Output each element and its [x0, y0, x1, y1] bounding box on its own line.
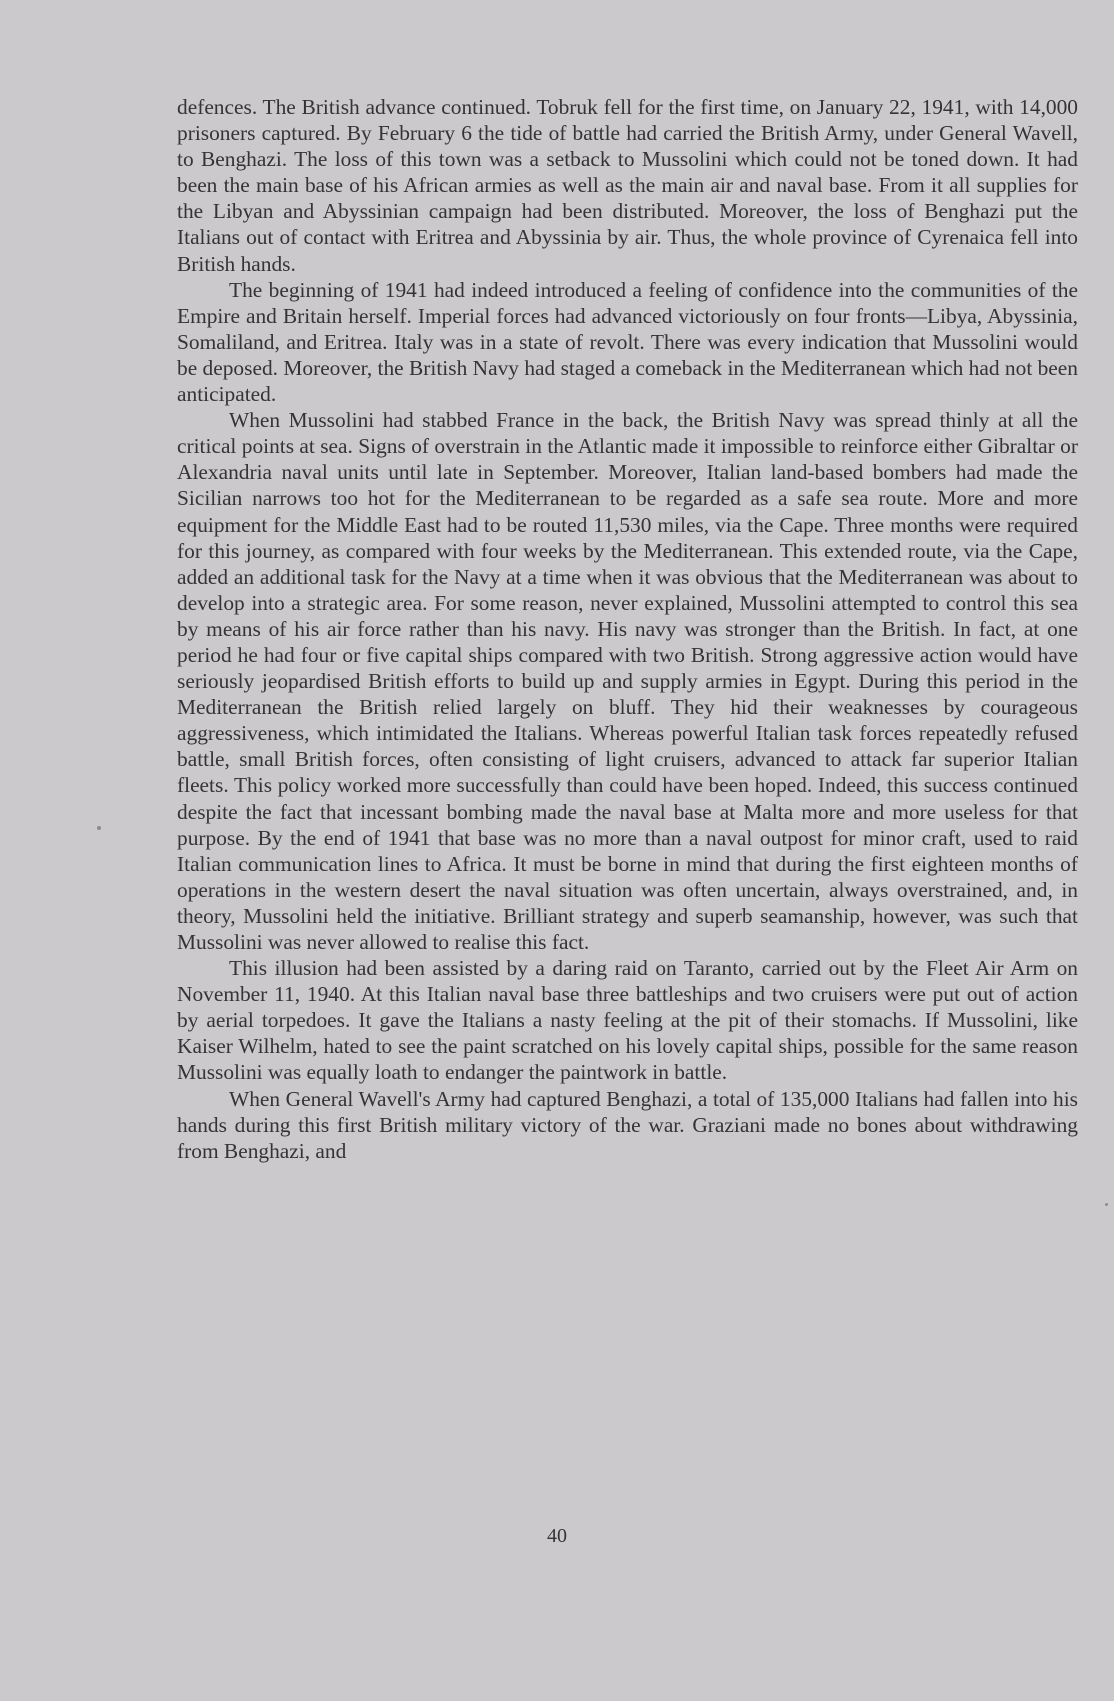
paragraph-3: When Mussolini had stabbed France in the back, the British Navy was spread thinly at all the critical points at sea. Signs of overstrain in the Atlantic made it impossible to reinforce either Gibraltar or Alexandria naval units until late in September. Moreover, Italian land-based bombers had made the Sicilian narrows too hot for the Mediterranean to be regarded as a safe sea route. More and more equipment for the Middle East had to be routed 11,530 miles, via the Cape. Three months were required for this journey, as compared with four weeks by the Mediterranean. This extended route, via the Cape, added an additional task for the Navy at a time when it was obvious that the Mediterranean was about to develop into a strategic area. For some reason, never explained, Mussolini attempted to control this sea by means of his air force rather than his navy. His navy was stronger than the British. In fact, at one period he had four or five capital ships compared with two British. Strong aggressive action would have seriously jeopardised British efforts to build up and supply armies in Egypt. During this period in the Mediterranean the British relied largely on bluff. They hid their weaknesses by courageous aggressiveness, which intimidated the Italians. Whereas powerful Italian task forces repeatedly refused battle, small British forces, often consisting of light cruisers, advanced to attack far superior Italian fleets. This policy worked more successfully than could have been hoped. Indeed, this success continued despite the fact that incessant bombing made the naval base at Malta more and more useless for that purpose. By the end of 1941 that base was no more than a naval outpost for minor craft, used to raid Italian communication lines to Africa. It must be borne in mind that during the first eighteen months of operations in the western desert the naval situation was often uncertain, always overstrained, and, in theory, Mussolini held the initiative. Brilliant strategy and superb seamanship, however, was such that Mussolini was never allowed to realise this fact. — [177, 408, 1078, 954]
paragraph-5: When General Wavell's Army had captured Benghazi, a total of 135,000 Italians had fallen into his hands during this first British military victory of the war. Graziani made no bones about withdrawing from Benghazi, and — [177, 1086, 1078, 1163]
body-text — [177, 94, 1078, 1164]
page-number: 40 — [547, 1525, 567, 1547]
paragraph-1: defences. The British advance continued. Tobruk fell for the first time, on January 22, 1941, with 14,000 prisoners captured. By February 6 the tide of battle had carried the British Army, under General Wavell, to Benghazi. The loss of this town was a setback to Mussolini which could not be toned down. It had been the main base of his African armies as well as the main air and naval base. From it all supplies for the Libyan and Abyssinian campaign had been distributed. Moreover, the loss of Benghazi put the Italians out of contact with Eritrea and Abyssinia by air. Thus, the whole province of Cyrenaica fell into British hands. — [177, 95, 1078, 276]
paragraph-4: This illusion had been assisted by a daring raid on Taranto, carried out by the Fleet Air Arm on November 11, 1940. At this Italian naval base three battleships and two cruisers were put out of action by aerial torpedoes. It gave the Italians a nasty feeling at the pit of their stomachs. If Mussolini, like Kaiser Wilhelm, hated to see the paint scratched on his lovely capital ships, possible for the same reason Mussolini was equally loath to endanger the paintwork in battle. — [177, 956, 1078, 1085]
paper-speck — [1105, 1203, 1108, 1206]
paragraph-2: The beginning of 1941 had indeed introduced a feeling of confidence into the communities of the Empire and Britain herself. Imperial forces had advanced victoriously on four fronts—Libya, Abyssinia, Somaliland, and Eritrea. Italy was in a state of revolt. There was every indication that Mussolini would be deposed. Moreover, the British Navy had staged a comeback in the Mediterranean which had not been anticipated. — [177, 277, 1078, 407]
paper-speck — [97, 826, 101, 830]
